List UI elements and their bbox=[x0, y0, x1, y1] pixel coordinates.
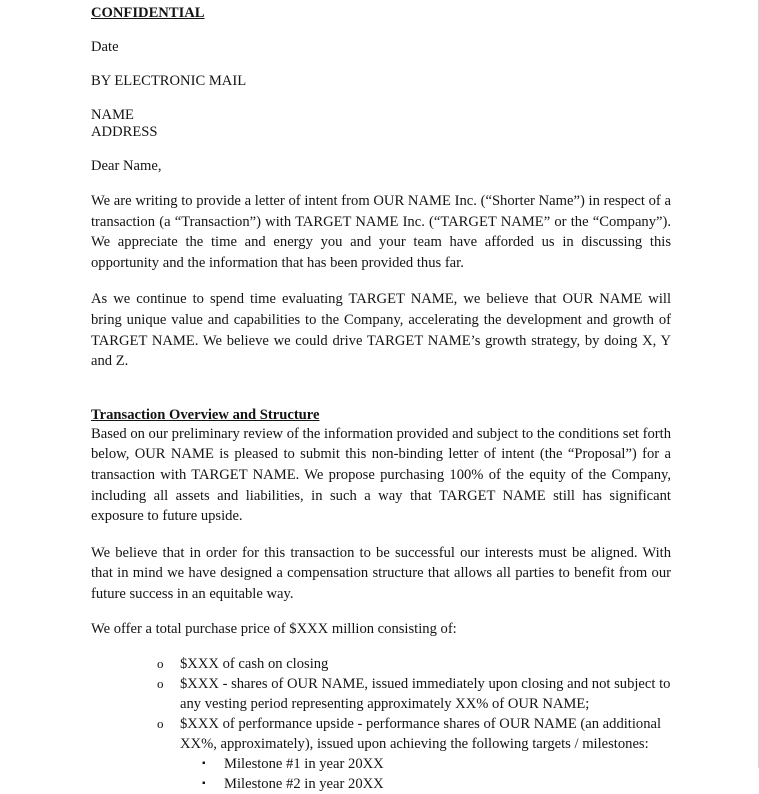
list-item bbox=[91, 674, 671, 714]
salutation: Dear Name, bbox=[91, 158, 162, 174]
letter-body bbox=[91, 4, 671, 794]
confidential-heading: CONFIDENTIAL bbox=[91, 5, 205, 21]
date-line: Date bbox=[91, 39, 119, 55]
milestone-text: Milestone #2 in year 20XX bbox=[224, 775, 384, 792]
section-paragraph: We believe that in order for this transaction to be successful our interests must be aligned. With that in mind we have designed a compensation structure that allows all parties to benefit from our future success in an equitable way. bbox=[91, 544, 671, 602]
square-bullet-icon: ▪ bbox=[202, 777, 206, 789]
section-paragraph: Based on our preliminary review of the information provided and subject to the conditions set forth below, OUR NAME is pleased to submit this non-binding letter of intent (the “Proposal”) for a transaction with TARGET NAME. We propose purchasing 100% of the equity of the Company, including all assets and liabilities, in such a way that TARGET NAME still has significant exposure to future upside. bbox=[91, 425, 671, 525]
offer-intro: We offer a total purchase price of $XXX million consisting of: bbox=[91, 620, 457, 637]
intro-paragraph: As we continue to spend time evaluating TARGET NAME, we believe that OUR NAME will bring unique value and capabilities to the Company, accelerating the development and growth of TARGET NAME. We believe we could drive TARGET NAME’s growth strategy, by doing X, Y and Z. bbox=[91, 291, 671, 370]
recipient-name: NAME bbox=[91, 107, 134, 123]
milestone-text: Milestone #1 in year 20XX bbox=[224, 755, 384, 772]
list-item bbox=[91, 654, 671, 674]
delivery-method: BY ELECTRONIC MAIL bbox=[91, 73, 247, 89]
section-heading: Transaction Overview and Structure bbox=[91, 406, 320, 423]
offer-list bbox=[91, 654, 671, 794]
list-item-text: $XXX of performance upside - performance shares of OUR NAME (an additional XX%, approximately), issued upon achieving the following targets / milestones: bbox=[180, 715, 662, 752]
milestone-item bbox=[180, 754, 671, 774]
bullet-icon: o bbox=[157, 655, 164, 671]
list-item bbox=[91, 714, 671, 794]
bullet-icon: o bbox=[157, 715, 164, 731]
list-item-text: $XXX - shares of OUR NAME, issued immediately upon closing and not subject to any vesting period representing approximately XX% of OUR NAME; bbox=[180, 675, 671, 712]
milestone-list bbox=[180, 754, 671, 794]
intro-paragraph: We are writing to provide a letter of intent from OUR NAME Inc. (“Shorter Name”) in respect of a transaction (a “Transaction”) with TARGET NAME Inc. (“TARGET NAME” or the “Company”). We appreciate the time and energy you and your team have afforded us in discussing this opportunity and the information that has been provided thus far. bbox=[91, 193, 671, 271]
square-bullet-icon: ▪ bbox=[202, 757, 206, 769]
bullet-icon: o bbox=[157, 675, 164, 691]
list-item-text: $XXX of cash on closing bbox=[180, 655, 329, 672]
recipient-address: ADDRESS bbox=[91, 124, 158, 140]
milestone-item bbox=[180, 774, 671, 794]
